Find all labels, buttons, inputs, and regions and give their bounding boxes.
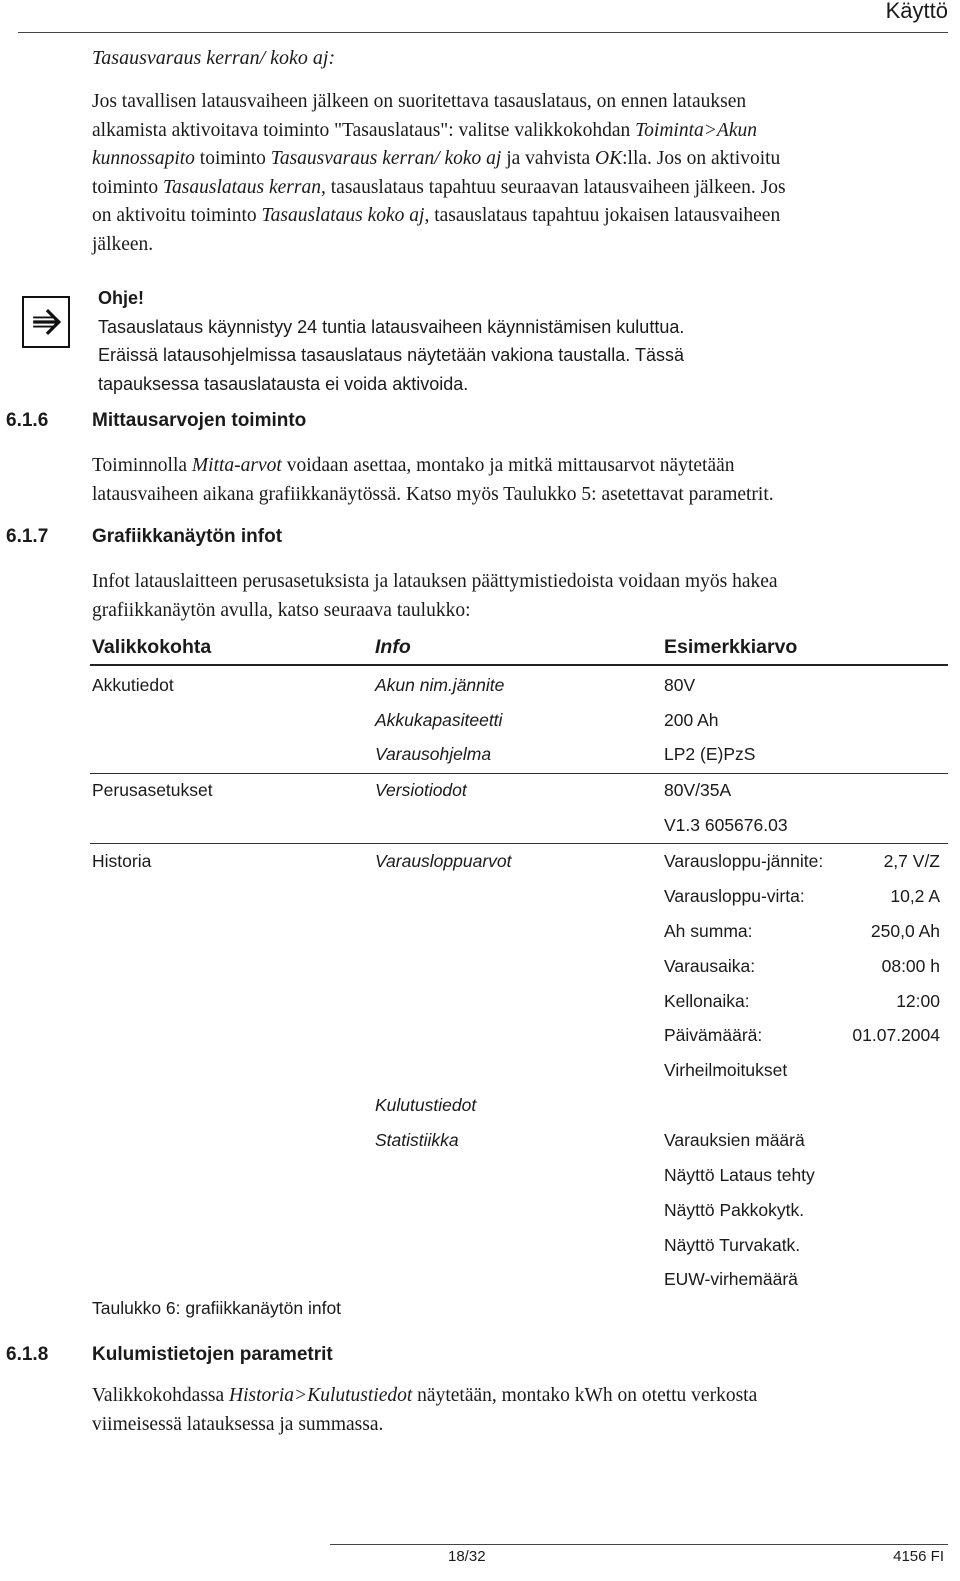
function-name: Tasauslataus kerran (162, 176, 321, 198)
section-616-text (92, 452, 952, 509)
intro-text: alkamista aktivoitava toiminto "Tasauslataus": valitse valikkokohdan (92, 119, 636, 141)
header-rule (18, 32, 948, 33)
body-text: näytetään, montako kWh on otettu verkosta (412, 1385, 758, 1406)
intro-heading: Tasausvaraus kerran/ koko aj: (92, 47, 336, 69)
section-title-617: Grafiikkanäytön infot (92, 526, 283, 547)
table-example-value: V1.3 605676.03 (664, 815, 788, 835)
intro-paragraph (92, 88, 952, 259)
table-caption: Taulukko 6: grafiikkanäytön infot (92, 1298, 342, 1318)
table-info: Akkukapasiteetti (375, 710, 503, 730)
table-header-example: Esimerkkiarvo (664, 636, 798, 658)
note-arrow-icon (22, 296, 70, 348)
table-row-rule (90, 773, 948, 774)
history-value: 12:00 (896, 991, 940, 1011)
intro-text: :lla. Jos on aktivoitu (622, 148, 781, 169)
document-code: 4156 FI (893, 1548, 944, 1565)
table-example-value: Virheilmoitukset (664, 1060, 788, 1080)
section-617-line-1: Infot latauslaitteen perusasetuksista ja latauksen päättymistiedoista voidaan myös hakea (92, 571, 778, 592)
intro-text: toiminto (194, 148, 271, 169)
function-name: Tasausvaraus kerran/ koko aj (270, 148, 502, 169)
note-line-3: tapauksessa tasauslatausta ei voida aktivoida. (98, 373, 469, 394)
body-text: Valikkokohdassa (92, 1385, 230, 1406)
intro-line-5 (92, 202, 952, 231)
stats-item: EUW-virhemäärä (664, 1269, 798, 1289)
body-text: voidaan asettaa, montako ja mitkä mittausarvot näytetään (281, 455, 735, 476)
table-example-value: 80V (664, 675, 696, 695)
history-label: Varausaika: (664, 956, 756, 976)
table-info: Varausloppuarvot (375, 851, 512, 871)
section-618-line-1 (92, 1382, 952, 1411)
stats-item: Varauksien määrä (664, 1130, 805, 1150)
section-617-text (92, 568, 952, 625)
intro-text: , tasauslataus tapahtuu jokaisen latausvaiheen (424, 205, 781, 226)
section-617-line-2: grafiikkanäytön avulla, katso seuraava taulukko: (92, 599, 471, 621)
intro-line-2 (92, 117, 952, 146)
stats-item: Näyttö Pakkokytk. (664, 1200, 805, 1220)
table-header-rule (90, 664, 948, 666)
note-title: Ohje! (98, 288, 145, 308)
note-block (98, 284, 878, 398)
page-number: 18/32 (448, 1548, 486, 1565)
history-value: 10,2 A (890, 886, 940, 906)
section-title-616: Mittausarvojen toiminto (92, 410, 307, 431)
menu-path: kunnossapito (92, 148, 195, 169)
note-line-1: Tasauslataus käynnistyy 24 tuntia latausvaiheen käynnistämisen kuluttua. (98, 316, 685, 337)
intro-line-4 (92, 174, 952, 203)
section-number-616: 6.1.6 (6, 410, 49, 431)
intro-text: toiminto (92, 176, 163, 198)
table-example-value: LP2 (E)PzS (664, 744, 756, 764)
section-number-618: 6.1.8 (6, 1344, 49, 1365)
table-example-value: 80V/35A (664, 780, 732, 800)
ok-key: OK (595, 148, 623, 169)
stats-item: Näyttö Turvakatk. (664, 1235, 801, 1255)
history-value: 08:00 h (881, 956, 940, 976)
table-menu-perusasetukset: Perusasetukset (92, 780, 213, 800)
chapter-header: Käyttö (885, 0, 948, 23)
history-label: Ah summa: (664, 921, 753, 941)
intro-text: ja vahvista (501, 148, 596, 169)
footer-rule (330, 1544, 948, 1545)
intro-line-1: Jos tavallisen latausvaiheen jälkeen on suoritettava tasauslataus, on ennen latauksen (92, 91, 747, 112)
table-info: Statistiikka (375, 1130, 459, 1150)
history-label: Kellonaika: (664, 991, 750, 1011)
note-line-2: Eräissä latausohjelmissa tasauslataus näytetään vakiona taustalla. Tässä (98, 345, 685, 365)
history-label: Päivämäärä: (664, 1025, 763, 1045)
table-info: Varausohjelma (375, 744, 492, 764)
section-616-line-1 (92, 452, 952, 481)
table-info: Akun nim.jännite (375, 675, 505, 695)
section-title-618: Kulumistietojen parametrit (92, 1344, 333, 1365)
section-618-text (92, 1382, 952, 1439)
section-616-line-2: latausvaiheen aikana grafiikkanäytössä. Katso myös Taulukko 5: asetettavat parametrit. (92, 483, 774, 505)
stats-item: Näyttö Lataus tehty (664, 1165, 815, 1185)
intro-text: on aktivoitu toiminto (92, 205, 262, 226)
table-menu-historia: Historia (92, 851, 152, 871)
history-label: Varausloppu-jännite: (664, 851, 824, 871)
section-number-617: 6.1.7 (6, 526, 49, 547)
function-name: Mitta-arvot (191, 455, 282, 476)
section-618-line-2: viimeisessä latauksessa ja summassa. (92, 1413, 384, 1435)
function-name: Tasauslataus koko aj (261, 205, 425, 226)
intro-line-3 (92, 145, 952, 174)
menu-path: Toiminta>Akun (635, 119, 757, 141)
history-value: 250,0 Ah (870, 921, 940, 941)
table-example-value: 200 Ah (664, 710, 719, 730)
history-value: 01.07.2004 (852, 1025, 940, 1045)
intro-text: , tasauslataus tapahtuu seuraavan latausvaiheen jälkeen. Jos (321, 176, 786, 198)
table-menu-akkutiedot: Akkutiedot (92, 675, 174, 695)
table-header-info: Info (375, 636, 411, 658)
table-info: Kulutustiedot (375, 1095, 477, 1115)
table-row-rule (90, 843, 948, 844)
intro-line-6: jälkeen. (92, 233, 154, 255)
history-label: Varausloppu-virta: (664, 886, 805, 906)
menu-path: Historia>Kulutustiedot (229, 1385, 413, 1406)
table-header-menu: Valikkokohta (92, 636, 212, 658)
history-value: 2,7 V/Z (883, 851, 940, 871)
table-info: Versiotiodot (375, 780, 467, 800)
body-text: Toiminnolla (92, 455, 192, 476)
